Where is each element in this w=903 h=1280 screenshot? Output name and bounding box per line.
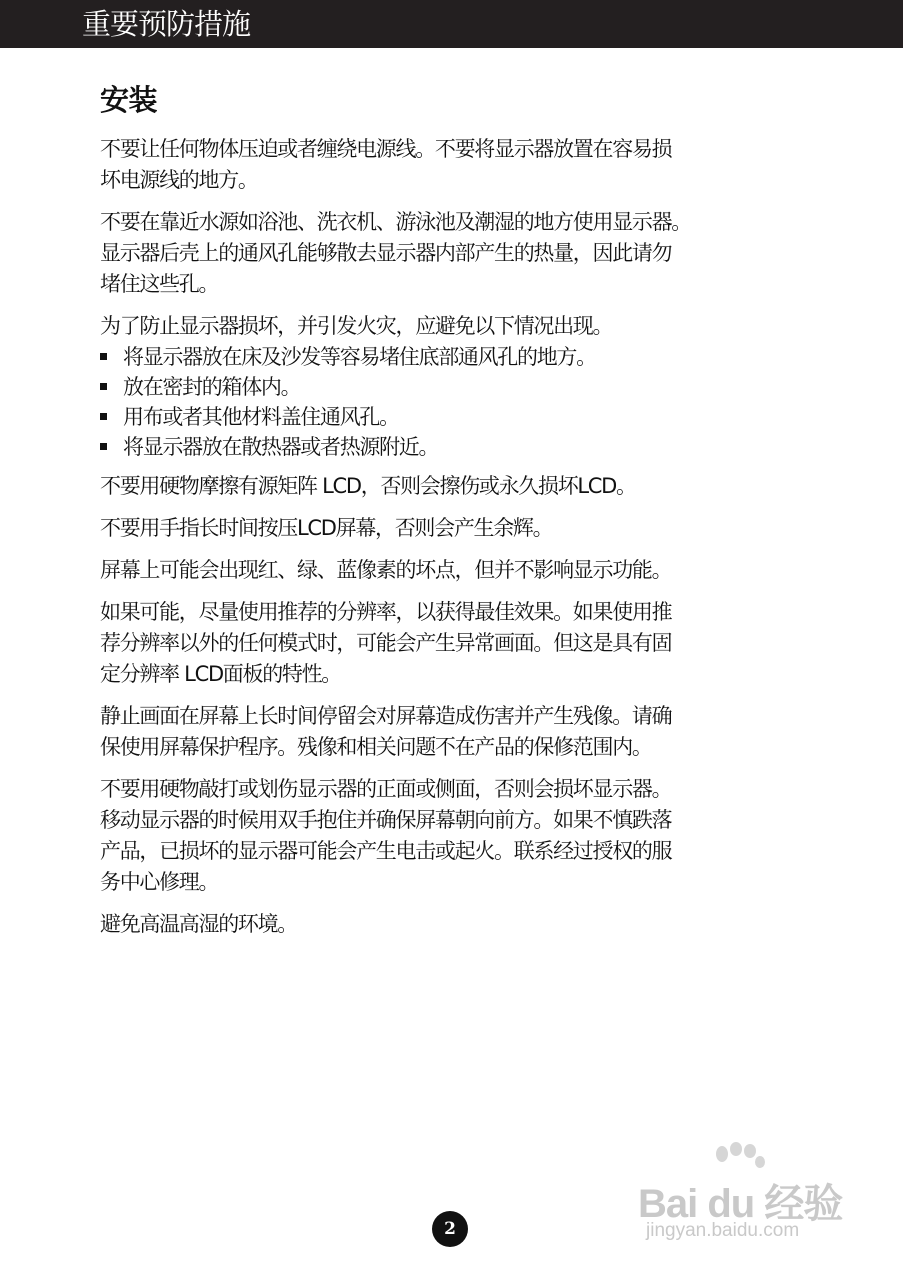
baidu-jingyan-watermark bbox=[638, 1142, 878, 1252]
paragraph-image-retention bbox=[100, 701, 820, 763]
paragraph-fire bbox=[100, 311, 820, 342]
bullet-list bbox=[100, 342, 820, 462]
list-item-text: 将显示器放在床及沙发等容易堵住底部通风孔的地方。 bbox=[123, 345, 596, 369]
paragraph-environment bbox=[100, 909, 820, 940]
list-item bbox=[100, 372, 820, 402]
paragraph-line: 不要让任何物体压迫或者缠绕电源线。不要将显示器放置在容易损 bbox=[100, 137, 672, 161]
paragraph-resolution bbox=[100, 597, 820, 690]
page-number: 2 bbox=[432, 1211, 468, 1247]
paragraph-line: 不要在靠近水源如浴池、洗衣机、游泳池及潮湿的地方使用显示器。 bbox=[100, 210, 691, 234]
list-item bbox=[100, 402, 820, 432]
header-title: 重要预防措施 bbox=[82, 7, 251, 41]
content-area bbox=[100, 80, 820, 951]
list-item-text: 将显示器放在散热器或者热源附近。 bbox=[123, 435, 439, 459]
paragraph-line: 显示器后壳上的通风孔能够散去显示器内部产生的热量，因此请勿 bbox=[100, 241, 672, 265]
paragraph-line: 不要用手指长时间按压LCD屏幕，否则会产生余辉。 bbox=[100, 516, 553, 540]
bullet-square-icon bbox=[100, 443, 107, 450]
section-title: 安装 bbox=[100, 83, 158, 117]
bullet-square-icon bbox=[100, 353, 107, 360]
paragraph-line: 不要用硬物摩擦有源矩阵 LCD，否则会擦伤或永久损坏LCD。 bbox=[100, 474, 636, 498]
paragraph-line: 为了防止显示器损坏，并引发火灾，应避免以下情况出现。 bbox=[100, 314, 613, 338]
list-item-text: 用布或者其他材料盖住通风孔。 bbox=[123, 405, 399, 429]
paragraph-line: 定分辨率 LCD面板的特性。 bbox=[100, 662, 342, 686]
list-item bbox=[100, 342, 820, 372]
watermark-logo: Bai du 经验 bbox=[638, 1182, 843, 1226]
paragraph-line: 移动显示器的时候用双手抱住并确保屏幕朝向前方。如果不慎跌落 bbox=[100, 808, 672, 832]
list-item bbox=[100, 432, 820, 462]
paragraph-water bbox=[100, 207, 820, 300]
paragraph-line: 务中心修理。 bbox=[100, 870, 219, 894]
watermark-url: jingyan.baidu.com bbox=[646, 1220, 800, 1241]
paragraph-line: 如果可能，尽量使用推荐的分辨率，以获得最佳效果。如果使用推 bbox=[100, 600, 672, 624]
paragraph-line: 屏幕上可能会出现红、绿、蓝像素的坏点，但并不影响显示功能。 bbox=[100, 558, 672, 582]
bullet-square-icon bbox=[100, 413, 107, 420]
paragraph-line: 静止画面在屏幕上长时间停留会对屏幕造成伤害并产生残像。请确 bbox=[100, 704, 672, 728]
paragraph-finger-press bbox=[100, 513, 820, 544]
paragraph-line: 堵住这些孔。 bbox=[100, 272, 219, 296]
paragraph-dead-pixels bbox=[100, 555, 820, 586]
paragraph-physical-damage bbox=[100, 774, 820, 898]
paragraph-hard-objects bbox=[100, 471, 820, 502]
paragraph-line: 坏电源线的地方。 bbox=[100, 168, 258, 192]
paragraph-line: 产品，已损坏的显示器可能会产生电击或起火。联系经过授权的服 bbox=[100, 839, 672, 863]
list-item-text: 放在密封的箱体内。 bbox=[123, 375, 301, 399]
paragraph-line: 荐分辨率以外的任何模式时，可能会产生异常画面。但这是具有固 bbox=[100, 631, 672, 655]
paragraph-line: 不要用硬物敲打或划伤显示器的正面或侧面，否则会损坏显示器。 bbox=[100, 777, 672, 801]
paragraph-line: 保使用屏幕保护程序。残像和相关问题不在产品的保修范围内。 bbox=[100, 735, 652, 759]
paragraph-line: 避免高温高湿的环境。 bbox=[100, 912, 297, 936]
header-bar bbox=[0, 0, 903, 48]
bullet-square-icon bbox=[100, 383, 107, 390]
paragraph-power-cord bbox=[100, 134, 820, 196]
